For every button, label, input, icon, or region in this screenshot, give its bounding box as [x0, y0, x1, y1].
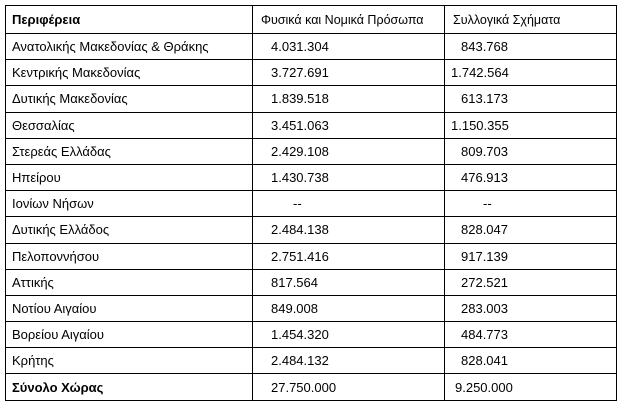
table-row: [6, 191, 617, 217]
total-individuals: 27.750.000: [253, 374, 445, 400]
collective-cell: 283.003: [445, 295, 617, 321]
regions-table: [5, 5, 617, 401]
individuals-cell: 1.454.320: [253, 322, 445, 348]
individuals-cell: 2.484.138: [253, 217, 445, 243]
collective-cell: 484.773: [445, 322, 617, 348]
individuals-cell: 1.430.738: [253, 164, 445, 190]
total-label: Σύνολο Χώρας: [6, 374, 253, 400]
header-individuals: Φυσικά και Νομικά Πρόσωπα: [253, 6, 445, 34]
collective-cell: 1.742.564: [445, 60, 617, 86]
region-cell: Βορείου Αιγαίου: [6, 322, 253, 348]
individuals-cell: 1.839.518: [253, 86, 445, 112]
region-cell: Ιονίων Νήσων: [6, 191, 253, 217]
collective-cell: 476.913: [445, 164, 617, 190]
table-row: [6, 60, 617, 86]
total-row: [6, 374, 617, 400]
region-cell: Νοτίου Αιγαίου: [6, 295, 253, 321]
individuals-cell: 2.484.132: [253, 348, 445, 374]
collective-cell: 272.521: [445, 269, 617, 295]
region-cell: Δυτικής Μακεδονίας: [6, 86, 253, 112]
region-cell: Πελοποννήσου: [6, 243, 253, 269]
table-row: [6, 34, 617, 60]
collective-cell: --: [445, 191, 617, 217]
table-row: [6, 112, 617, 138]
individuals-cell: 2.751.416: [253, 243, 445, 269]
collective-cell: 1.150.355: [445, 112, 617, 138]
table-row: [6, 217, 617, 243]
header-region: Περιφέρεια: [6, 6, 253, 34]
table-header-row: [6, 6, 617, 34]
table-row: [6, 295, 617, 321]
region-cell: Αττικής: [6, 269, 253, 295]
table-row: [6, 322, 617, 348]
table-row: [6, 348, 617, 374]
individuals-cell: --: [253, 191, 445, 217]
individuals-cell: 3.451.063: [253, 112, 445, 138]
table-row: [6, 86, 617, 112]
individuals-cell: 4.031.304: [253, 34, 445, 60]
individuals-cell: 2.429.108: [253, 138, 445, 164]
region-cell: Στερεάς Ελλάδας: [6, 138, 253, 164]
table-row: [6, 138, 617, 164]
collective-cell: 828.047: [445, 217, 617, 243]
collective-cell: 917.139: [445, 243, 617, 269]
header-collective: Συλλογικά Σχήματα: [445, 6, 617, 34]
table-row: [6, 243, 617, 269]
individuals-cell: 817.564: [253, 269, 445, 295]
table-row: [6, 164, 617, 190]
region-cell: Ηπείρου: [6, 164, 253, 190]
region-cell: Κεντρικής Μακεδονίας: [6, 60, 253, 86]
table-row: [6, 269, 617, 295]
collective-cell: 843.768: [445, 34, 617, 60]
region-cell: Κρήτης: [6, 348, 253, 374]
region-cell: Δυτικής Ελλάδος: [6, 217, 253, 243]
total-collective: 9.250.000: [445, 374, 617, 400]
individuals-cell: 849.008: [253, 295, 445, 321]
collective-cell: 613.173: [445, 86, 617, 112]
collective-cell: 828.041: [445, 348, 617, 374]
individuals-cell: 3.727.691: [253, 60, 445, 86]
region-cell: Θεσσαλίας: [6, 112, 253, 138]
region-cell: Ανατολικής Μακεδονίας & Θράκης: [6, 34, 253, 60]
collective-cell: 809.703: [445, 138, 617, 164]
